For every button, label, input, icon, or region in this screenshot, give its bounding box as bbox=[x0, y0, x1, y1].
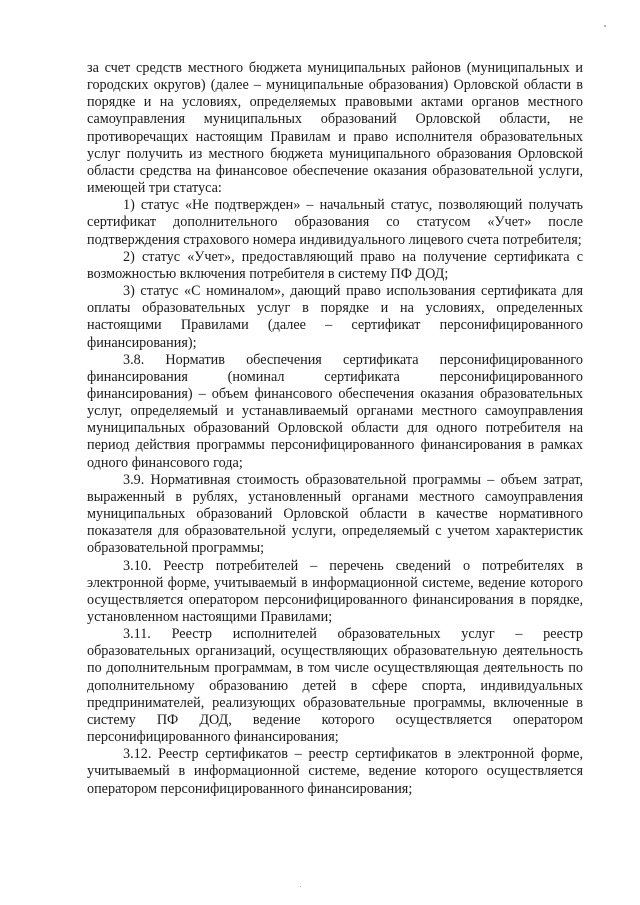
paragraph-status-nominal: 3) статус «С номиналом», дающий право использования сертификата для оплаты образовательных услуг в порядке и на условиях, определенных настоящими Правилами (далее – сертификат персонифицированного финансирования); bbox=[87, 283, 583, 351]
scan-speck bbox=[604, 25, 606, 27]
paragraph-status-accounting: 2) статус «Учет», предоставляющий право на получение сертификата с возможностью включения потребителя в систему ПФ ДОД; bbox=[87, 248, 583, 282]
document-page bbox=[87, 60, 583, 798]
scan-speck bbox=[300, 886, 301, 887]
paragraph-3-10: 3.10. Реестр потребителей – перечень сведений о потребителях в электронной форме, учитываемый в информационной системе, ведение которого осуществляется оператором персонифицированного финансирования в порядке, установленном настоящими Правилами; bbox=[87, 557, 583, 625]
paragraph-status-not-confirmed: 1) статус «Не подтвержден» – начальный статус, позволяющий получать сертификат дополнительного образования со статусом «Учет» после подтверждения страхового номера индивидуального лицевого счета потребителя; bbox=[87, 197, 583, 248]
paragraph-3-8: 3.8. Норматив обеспечения сертификата персонифицированного финансирования (номинал сертификата персонифицированного финансирования) – объем финансового обеспечения оказания образовательных услуг, определяемый и устанавливаемый органами местного самоуправления муниципальных образований Орловской области для одного потребителя на период действия программы персонифицированного финансирования в рамках одного финансового года; bbox=[87, 351, 583, 471]
paragraph-continuation: за счет средств местного бюджета муниципальных районов (муниципальных и городских округов) (далее – муниципальные образования) Орловской области в порядке и на условиях, определяемых правовыми актами органов местного самоуправления муниципальных образований Орловской области, не противоречащих настоящим Правилам и право исполнителя образовательных услуг получить из местного бюджета муниципального образования Орловской области средства на финансовое обеспечение оказания образовательной услуги, имеющей три статуса: bbox=[87, 60, 583, 197]
paragraph-3-9: 3.9. Нормативная стоимость образовательной программы – объем затрат, выраженный в рублях, установленный органами местного самоуправления муниципальных образований Орловской области в качестве нормативного показателя для образовательной услуги, определяемый с учетом характеристик образовательной программы; bbox=[87, 471, 583, 557]
paragraph-3-12: 3.12. Реестр сертификатов – реестр сертификатов в электронной форме, учитываемый в информационной системе, ведение которого осуществляется оператором персонифицированного финансирования; bbox=[87, 746, 583, 797]
paragraph-3-11: 3.11. Реестр исполнителей образовательных услуг – реестр образовательных организаций, осуществляющих образовательную деятельность по дополнительным программам, в том числе осуществляющая деятельность по дополнительному образованию детей в сфере спорта, индивидуальных предпринимателей, реализующих образовательные программы, включенные в систему ПФ ДОД, ведение которого осуществляется оператором персонифицированного финансирования; bbox=[87, 626, 583, 746]
